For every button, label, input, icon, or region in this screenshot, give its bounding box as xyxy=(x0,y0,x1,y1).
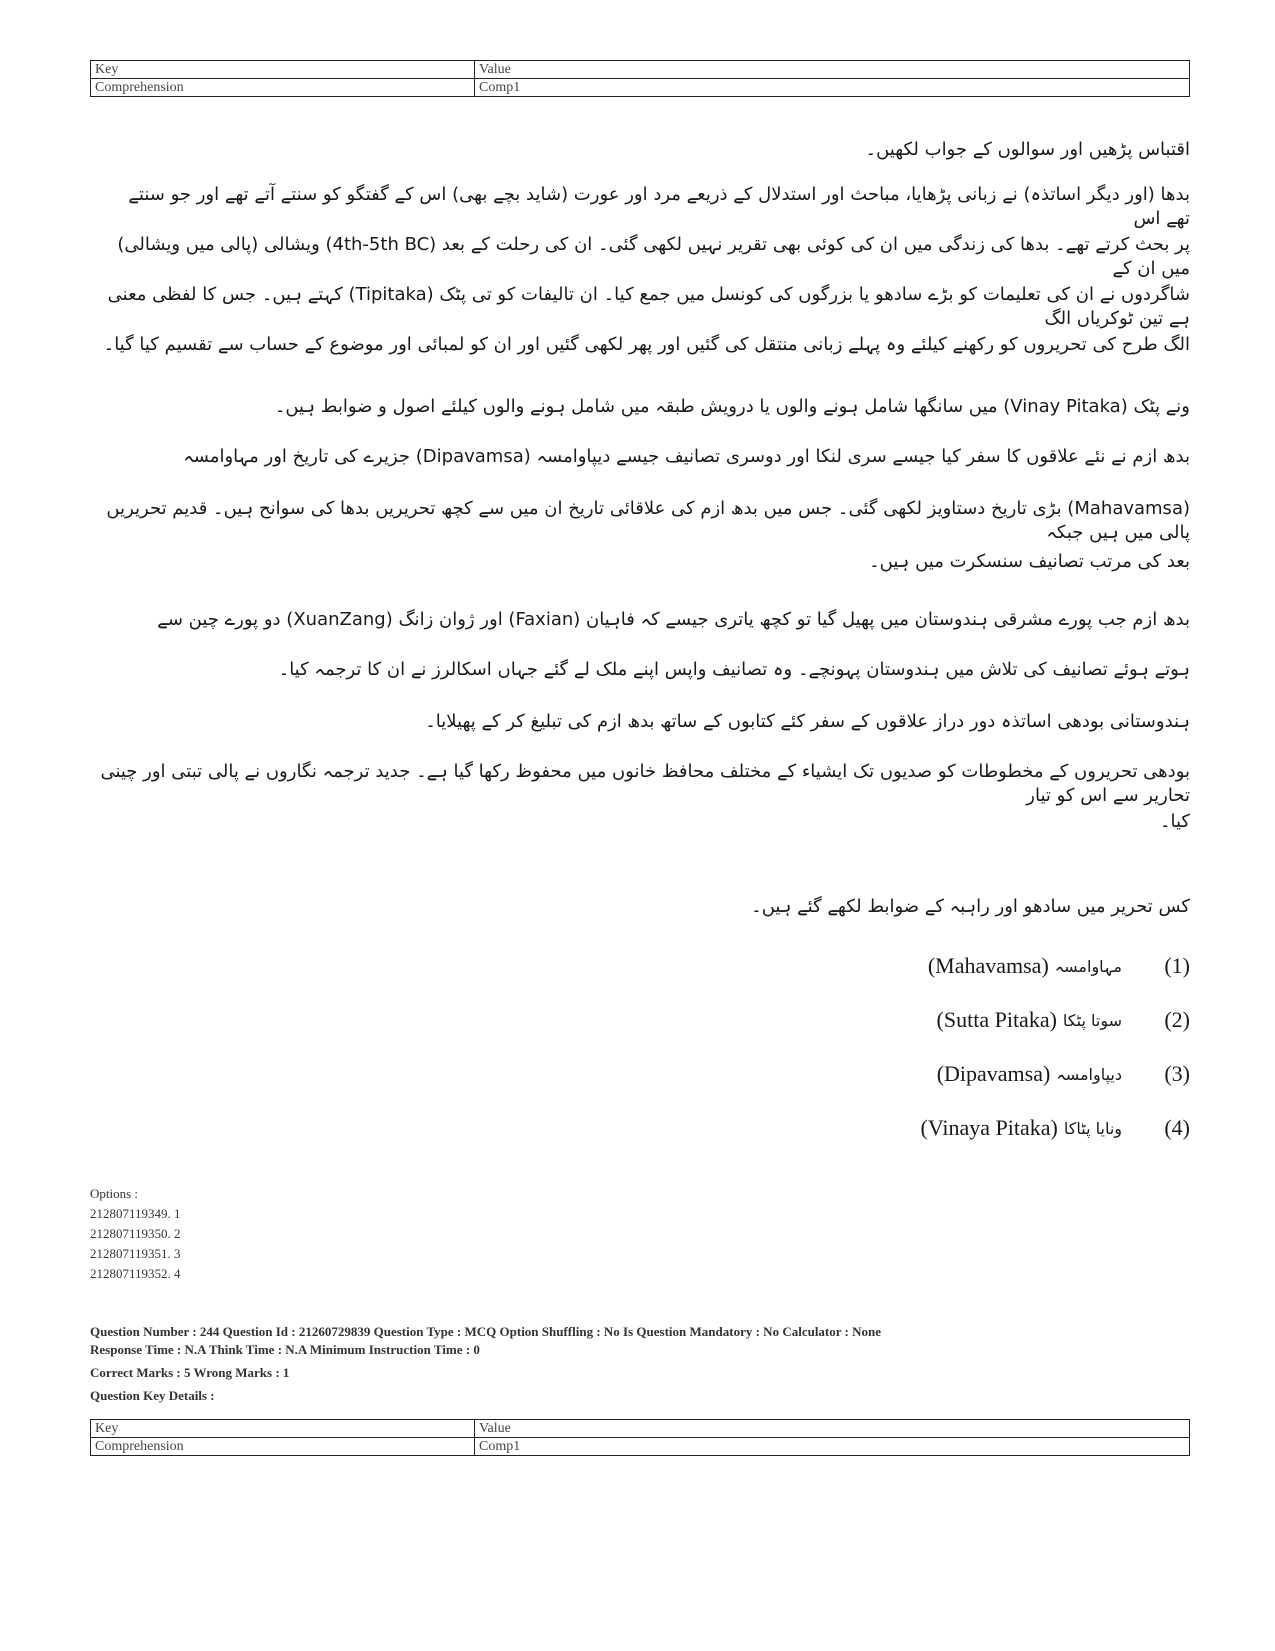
options-label: Options : xyxy=(90,1186,139,1201)
question-text: کس تحریر میں سادھو اور راہبہ کے ضوابط لکھے گئے ہیں۔ xyxy=(751,896,1190,917)
option-urdu: سوتا پٹکا xyxy=(1062,1010,1122,1030)
passage-line: بعد کی مرتب تصانیف سنسکرت میں ہیں۔ xyxy=(869,551,1190,572)
key-cell: Comprehension xyxy=(91,1438,475,1456)
option-english: (Dipavamsa) xyxy=(936,1061,1051,1086)
value-cell: Comp1 xyxy=(475,1438,1190,1456)
option-number: (2) xyxy=(1164,1007,1190,1032)
passage-line: ہندوستانی بودھی اساتذہ دور دراز علاقوں کے سفر کئے کتابوں کے ساتھ بدھ ازم کی تبلیغ کر کے پھیلایا۔ xyxy=(425,711,1190,732)
question-key-table xyxy=(90,60,1190,97)
key-cell: Comprehension xyxy=(91,79,475,97)
option-id: 212807119349. 1 xyxy=(90,1206,181,1221)
passage-line: شاگردوں نے ان کی تعلیمات کو بڑے سادھو یا بزرگوں کی کونسل میں جمع کیا۔ ان تالیفات کو تی پٹک (Tipitaka) کہتے ہیں۔ جس کا لفظی معنی ہے تین ٹوکریاں الگ xyxy=(107,284,1190,329)
option-english: (Mahavamsa) xyxy=(927,953,1049,978)
value-header: Value xyxy=(475,1420,1190,1438)
option-id: 212807119350. 2 xyxy=(90,1226,181,1241)
option-english: (Sutta Pitaka) xyxy=(936,1007,1057,1032)
table-row xyxy=(91,1438,1190,1456)
option-urdu: مہاوامسہ xyxy=(1054,956,1122,976)
option-number: (3) xyxy=(1164,1061,1190,1086)
table-header-row xyxy=(91,61,1190,79)
option-urdu: دیپاوامسہ xyxy=(1056,1064,1122,1084)
answer-option xyxy=(928,953,1190,979)
marks-line: Correct Marks : 5 Wrong Marks : 1 xyxy=(90,1365,290,1380)
key-header: Key xyxy=(91,1420,475,1438)
passage-line: بدھ ازم نے نئے علاقوں کا سفر کیا جیسے سری لنکا اور دوسری تصانیف جیسے دیپاوامسہ (Dipavamsa) جزیرے کی تاریخ اور مہاوامسہ xyxy=(183,446,1190,467)
answer-option xyxy=(937,1007,1190,1033)
answer-option xyxy=(921,1115,1190,1141)
passage-line: پر بحث کرتے تھے۔ بدھا کی زندگی میں ان کی کوئی بھی تقریر نہیں لکھی گئی۔ ان کی رحلت کے بعد (4th-5th BC) ویشالی (پالی میں ویشالی) میں ان کے xyxy=(117,234,1190,279)
key-header: Key xyxy=(91,61,475,79)
option-urdu: ونایا پٹاکا xyxy=(1063,1118,1122,1138)
table-row xyxy=(91,79,1190,97)
key-details-label: Question Key Details : xyxy=(90,1388,215,1403)
question-key-table xyxy=(90,1419,1190,1456)
option-id: 212807119351. 3 xyxy=(90,1246,181,1261)
option-id: 212807119352. 4 xyxy=(90,1266,181,1281)
table-header-row xyxy=(91,1420,1190,1438)
passage-line: بدھا (اور دیگر اساتذہ) نے زبانی پڑھایا، مباحث اور استدلال کے ذریعے مرد اور عورت (شاید بچے بھی) اس کے گفتگو کو سنتے آتے تھے اور جو سنتے تھے اس xyxy=(128,184,1190,229)
question-meta-line: Response Time : N.A Think Time : N.A Minimum Instruction Time : 0 xyxy=(90,1342,480,1357)
passage-line: بودھی تحریروں کے مخطوطات کو صدیوں تک ایشیاء کے مختلف محافظ خانوں میں محفوظ رکھا گیا ہے۔ جدید ترجمہ نگاروں نے پالی تبتی اور چینی تحاریر سے اس کو تیار xyxy=(100,761,1190,806)
passage-line: ونے پٹک (Vinay Pitaka) میں سانگھا شامل ہونے والوں یا درویش طبقہ میں شامل ہونے والوں کیلئے اصول و ضوابط ہیں۔ xyxy=(274,396,1190,417)
value-header: Value xyxy=(475,61,1190,79)
option-number: (1) xyxy=(1164,953,1190,978)
answer-option xyxy=(937,1061,1190,1087)
option-english: (Vinaya Pitaka) xyxy=(920,1115,1058,1140)
question-meta-line: Question Number : 244 Question Id : 21260729839 Question Type : MCQ Option Shuffling : No Is Question Mandatory : No Calculator : None xyxy=(90,1324,882,1339)
option-number: (4) xyxy=(1164,1115,1190,1140)
instruction-text: اقتباس پڑھیں اور سوالوں کے جواب لکھیں۔ xyxy=(865,139,1190,160)
passage-line: (Mahavamsa) بڑی تاریخ دستاویز لکھی گئی۔ جس میں بدھ ازم کی علاقائی تاریخ ان میں سے کچھ تحریریں بدھا کی سوانح ہیں۔ قدیم تحریریں پالی میں ہیں جبکہ xyxy=(106,498,1190,543)
passage-line: ہوتے ہوئے تصانیف کی تلاش میں ہندوستان پہونچے۔ وہ تصانیف واپس اپنے ملک لے گئے جہاں اسکالرز نے ان کا ترجمہ کیا۔ xyxy=(278,659,1190,680)
value-cell: Comp1 xyxy=(475,79,1190,97)
passage-line: الگ طرح کی تحریروں کو رکھنے کیلئے وہ پہلے زبانی منتقل کی گئیں اور پھر لکھی گئیں اور ان کو لمبائی اور موضوع کے حساب سے تقسیم کیا گیا۔ xyxy=(103,334,1190,355)
passage-line: کیا۔ xyxy=(1159,811,1190,832)
passage-line: بدھ ازم جب پورے مشرقی ہندوستان میں پھیل گیا تو کچھ یاتری جیسے کہ فاہیان (Faxian) اور ژوان زانگ (XuanZang) دو پورے چین سے xyxy=(157,609,1190,630)
